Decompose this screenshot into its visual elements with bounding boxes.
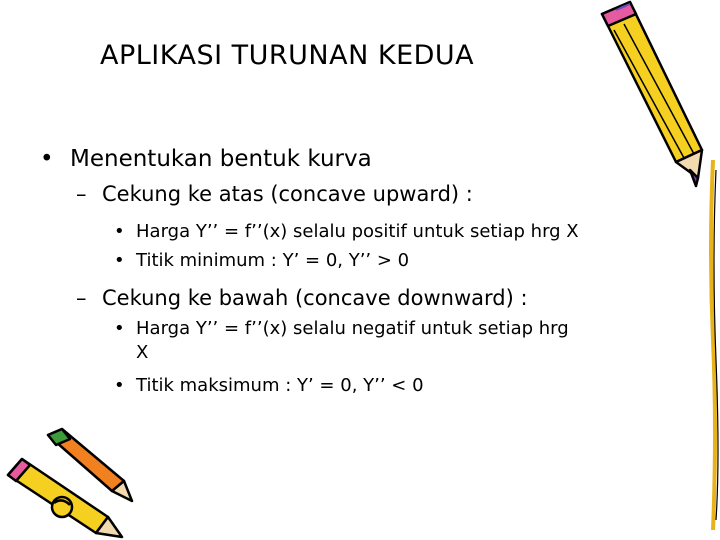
item-text: Harga Y’’ = f’’(x) selalu positif untuk setiap hrg X [136,221,579,242]
dash-marker: – [76,286,87,310]
subbullet-concave-up [76,182,473,206]
bullet-marker: • [114,318,125,339]
item-negative [114,318,569,339]
item-text: Harga Y’’ = f’’(x) selalu negatif untuk setiap hrg [136,318,569,339]
item-text: Titik maksimum : Y’ = 0, Y’’ < 0 [136,375,424,396]
item-maximum [114,375,424,396]
subbullet-text: Cekung ke bawah (concave downward) : [102,286,528,310]
dash-marker: – [76,182,87,206]
bullet-marker: • [114,375,125,396]
item-text: Titik minimum : Y’ = 0, Y’’ > 0 [136,250,410,271]
bullet-marker: • [40,146,54,172]
item-minimum [114,250,409,271]
bullet-text: Menentukan bentuk kurva [70,146,372,172]
bullet-marker: • [114,250,125,271]
pencil-icon [0,425,140,540]
bullet-level1 [40,146,372,172]
side-decoration [706,160,720,530]
item-negative-continued: X [136,342,149,363]
item-positive [114,221,579,242]
bullet-marker: • [114,221,125,242]
subbullet-text: Cekung ke atas (concave upward) : [102,182,473,206]
subbullet-concave-down [76,286,528,310]
pencil-icon [590,0,720,200]
slide-title: APLIKASI TURUNAN KEDUA [100,40,475,71]
